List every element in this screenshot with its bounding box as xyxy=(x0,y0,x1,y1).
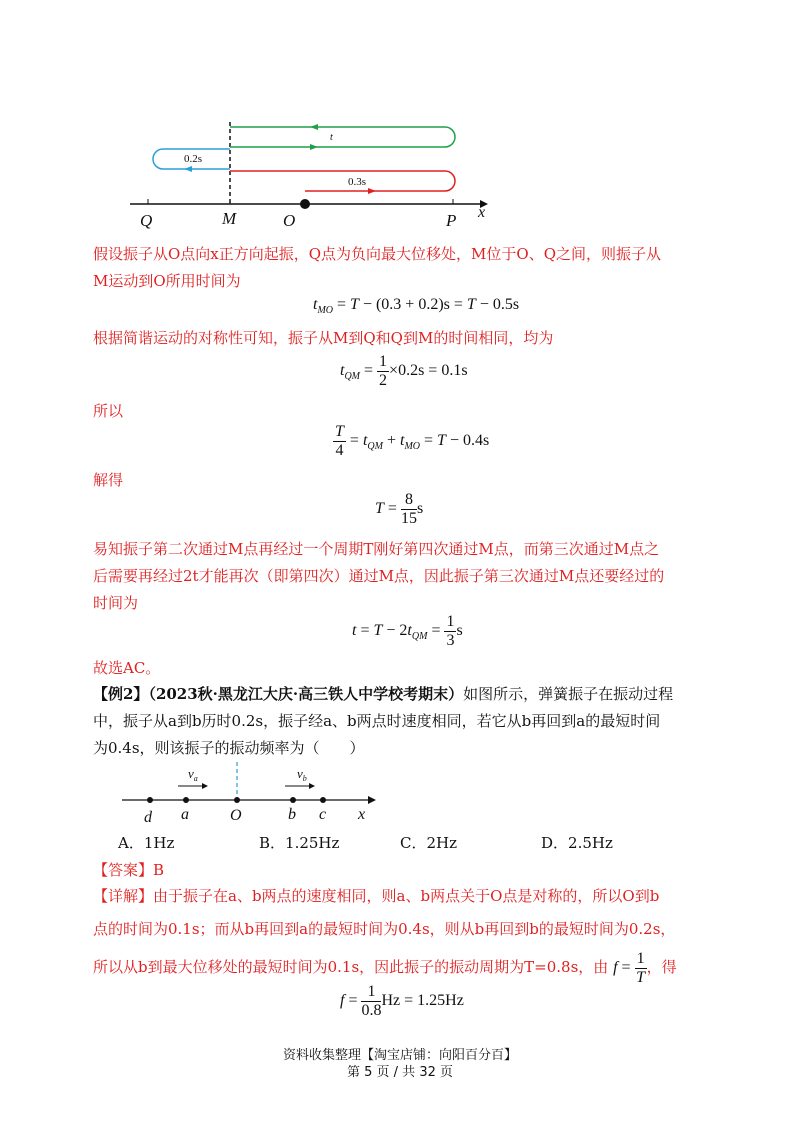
paragraph-5 xyxy=(93,536,713,617)
option-a[interactable]: A．1Hz xyxy=(118,834,175,852)
equation-tmo: $t_{MO} = T - (0.3 + 0.2)s = T - 0.5s$ xyxy=(313,296,520,316)
paragraph-2: 根据简谐运动的对称性可知，振子从M到Q和Q到M的时间相同，均为 xyxy=(93,329,554,347)
example-2-tag: 【例2】 xyxy=(93,685,149,703)
x-axis-arrowhead xyxy=(368,796,376,804)
p5-line1: 易知振子第二次通过M点再经过一个周期T刚好第四次通过M点，而第三次通过M点之 xyxy=(93,540,660,558)
example-2-q-line1: 如图所示，弹簧振子在振动过程 xyxy=(463,685,674,703)
label-q: Q xyxy=(140,211,153,230)
label-x: x xyxy=(478,204,486,221)
red-arrow xyxy=(368,188,376,194)
example-2-question xyxy=(93,681,713,762)
option-c[interactable]: C．2Hz xyxy=(400,834,458,852)
point-o xyxy=(234,797,240,803)
example-2-q-line3: 为0.4s，则该振子的振动频率为（ ） xyxy=(93,739,365,757)
red-time-label: 0.3s xyxy=(348,176,367,188)
label-o: O xyxy=(283,211,296,230)
label-o: O xyxy=(230,807,242,824)
p1-line1: 假设振子从O点向x正方向起振，Q点为负向最大位移处，M位于O、Q之间，则振子从 xyxy=(93,245,662,263)
blue-arrow xyxy=(184,166,192,172)
point-c xyxy=(320,797,326,803)
inline-formula-f: f = $\frac{1}{T}$ xyxy=(613,950,646,986)
point-a xyxy=(183,797,189,803)
detail-line1-text: 由于振子在a、b两点的速度相同，则a、b两点关于O点是对称的，所以O到b xyxy=(153,887,660,905)
p5-line2: 后需要再经过2t才能再次（即第四次）通过M点，因此振子第三次通过M点还要经过的 xyxy=(93,567,665,585)
va-arrowhead xyxy=(202,783,208,789)
equation-remaining-time: $t = T - 2t_{QM}$ = $\frac{1}{3}$ s xyxy=(352,613,463,649)
red-path xyxy=(230,171,455,191)
oscillation-path-figure xyxy=(120,110,520,235)
p5-line3: 时间为 xyxy=(93,594,139,612)
point-b xyxy=(290,797,296,803)
label-b: b xyxy=(288,806,296,823)
option-d[interactable]: D．2.5Hz xyxy=(541,834,613,852)
equation-frequency: f = $\frac{1}{0.8}$ Hz = 1.25Hz xyxy=(340,983,464,1019)
label-c: c xyxy=(319,806,327,823)
green-path xyxy=(230,127,455,147)
example-2-source: （2023秋·黑龙江大庆·高三铁人中学校考期末） xyxy=(148,685,464,703)
paragraph-1 xyxy=(93,241,713,295)
equation-tqm: $t_{QM}$ = $\frac{1}{2}$ ×0.2s = 0.1s xyxy=(340,353,468,389)
detail-line3 xyxy=(93,950,723,987)
blue-time-label: 0.2s xyxy=(184,153,203,165)
label-a: a xyxy=(181,806,189,823)
p1-line2: M运动到O所用时间为 xyxy=(93,272,241,290)
label-p: P xyxy=(446,211,457,230)
vb-label: $v_b$ xyxy=(297,766,307,783)
green-arrow-right xyxy=(310,144,318,150)
label-d: d xyxy=(144,809,152,826)
point-d xyxy=(147,797,153,803)
example-2-line1 xyxy=(93,681,713,708)
label-m: M xyxy=(222,209,237,228)
label-x: x xyxy=(358,806,366,823)
equation-quarter-period: $\frac{T}{4}$ = $t_{QM} + t_{MO} = T - 0.4s$ xyxy=(335,423,490,459)
paragraph-3: 所以 xyxy=(93,402,124,420)
green-arrow-left xyxy=(310,124,318,130)
detail-line3-text: 所以从b到最大位移处的最短时间为0.1s，因此振子的振动周期为T=0.8s，由 xyxy=(93,958,609,977)
detail-line3-end: ，得 xyxy=(646,958,677,977)
detail-line1 xyxy=(93,882,723,911)
va-label: $v_a$ xyxy=(188,766,198,783)
footer-line1: 资料收集整理【淘宝店铺：向阳百分百】 xyxy=(282,1048,517,1063)
detail xyxy=(93,882,723,987)
detail-line2: 点的时间为0.1s；而从b再回到a的最短时间为0.4s，则从b再回到b的最短时间为0.2s， xyxy=(93,920,676,938)
answer: 【答案】B xyxy=(93,861,165,879)
paragraph-4: 解得 xyxy=(93,471,124,489)
option-b[interactable]: B．1.25Hz xyxy=(259,834,340,852)
o-point xyxy=(300,199,310,209)
example-2-q-line2: 中，振子从a到b历时0.2s，振子经a、b两点时速度相同，若它从b再回到a的最短时间 xyxy=(93,712,661,730)
equation-period: T = $\frac{8}{15}$ s xyxy=(375,491,424,527)
footer-page-number: 第 5 页 / 共 32 页 xyxy=(347,1065,453,1080)
detail-tag: 【详解】 xyxy=(93,887,154,905)
vb-arrowhead xyxy=(309,783,315,789)
paragraph-6: 故选AC。 xyxy=(93,659,161,677)
footer xyxy=(0,1047,800,1081)
t-label: t xyxy=(330,132,333,143)
spring-oscillator-figure xyxy=(118,760,388,830)
